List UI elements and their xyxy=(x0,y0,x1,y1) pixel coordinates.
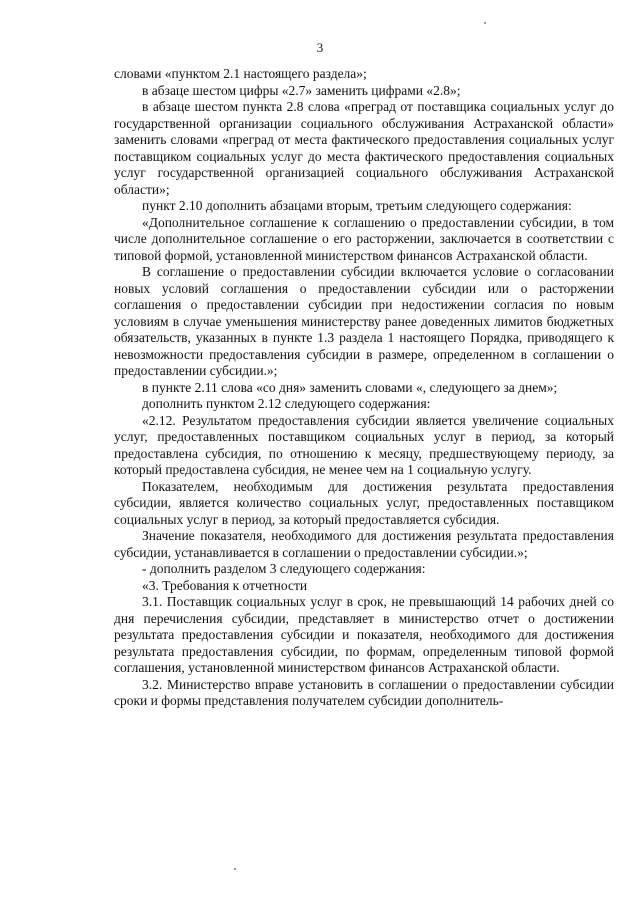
paragraph-9: «2.12. Результатом предоставления субсидии является увеличение социальных услуг, предоставленных поставщиком социальных услуг в период, за который предоставлена субсидия, по отношению к месяцу, предшествующему периоду, за который предоставлена субсидия, не менее чем на 1 социальную услугу. xyxy=(114,412,614,477)
paragraph-14: 3.1. Поставщик социальных услуг в срок, не превышающий 14 рабочих дней со дня перечисления субсидии, представляет в министерство отчет о достижении результата предоставления субсидии и показателя, необходимого для достижения результата предоставления субсидии, по формам, определенным типовой формой соглашения, установленной министерством финансов Астраханской области. xyxy=(114,594,614,675)
paragraph-11: Значение показателя, необходимого для достижения результата предоставления субсидии, устанавливается в соглашении о предоставлении субсидии.»; xyxy=(114,528,614,560)
paragraph-8: дополнить пунктом 2.12 следующего содержания: xyxy=(142,396,431,411)
paragraph-12: - дополнить разделом 3 следующего содержания: xyxy=(142,561,426,576)
paragraph-13: «3. Требования к отчетности xyxy=(142,577,308,593)
paragraph-10: Показателем, необходимым для достижения результата предоставления субсидии, является количество социальных услуг, предоставленных поставщиком социальных услуг в период, за который предоставляется субсидия. xyxy=(114,478,614,527)
paragraph-3: в абзаце шестом пункта 2.8 слова «преград от поставщика социальных услуг до государственной организации социального обслуживания Астраханской области» заменить словами «преград от места фактического предоставления социальных услуг поставщиком социальных услуг до места фактического предоставления социальных услуг государственной организацией социального обслуживания Астраханской области»; xyxy=(114,99,614,197)
paragraph-15: 3.2. Министерство вправе установить в соглашении о предоставлении субсидии сроки и формы представления получателем субсидии дополнитель- xyxy=(114,676,614,708)
paragraph-2: в абзаце шестом цифры «2.7» заменить цифрами «2.8»; xyxy=(142,82,461,98)
page-number: 3 xyxy=(316,40,324,55)
paragraph-6: В соглашение о предоставлении субсидии включается условие о согласовании новых условий соглашения о предоставлении субсидии или о расторжении соглашения о предоставлении субсидии при недостижении согласия по новым условиям в случае уменьшения министерству ранее доведенных лимитов бюджетных обязательств, указанных в пункте 1.3 раздела 1 настоящего Порядка, приводящего к невозможности предоставления субсидии в размере, определенном в соглашении о предоставлении субсидии.»; xyxy=(114,264,614,378)
paragraph-4: пункт 2.10 дополнить абзацами вторым, третьим следующего содержания: xyxy=(142,198,572,213)
scan-speck xyxy=(234,868,236,870)
document-body xyxy=(114,66,614,710)
paragraph-1: словами «пунктом 2.1 настоящего раздела»; xyxy=(114,66,367,81)
scan-speck xyxy=(484,22,486,24)
paragraph-7: в пункте 2.11 слова «со дня» заменить словами «, следующего за днем»; xyxy=(142,379,558,395)
paragraph-5: «Дополнительное соглашение к соглашению о предоставлении субсидии, в том числе дополнительное соглашение о его расторжении, заключается в соответствии с типовой формой, установленной министерством финансов Астраханской области. xyxy=(114,214,614,263)
